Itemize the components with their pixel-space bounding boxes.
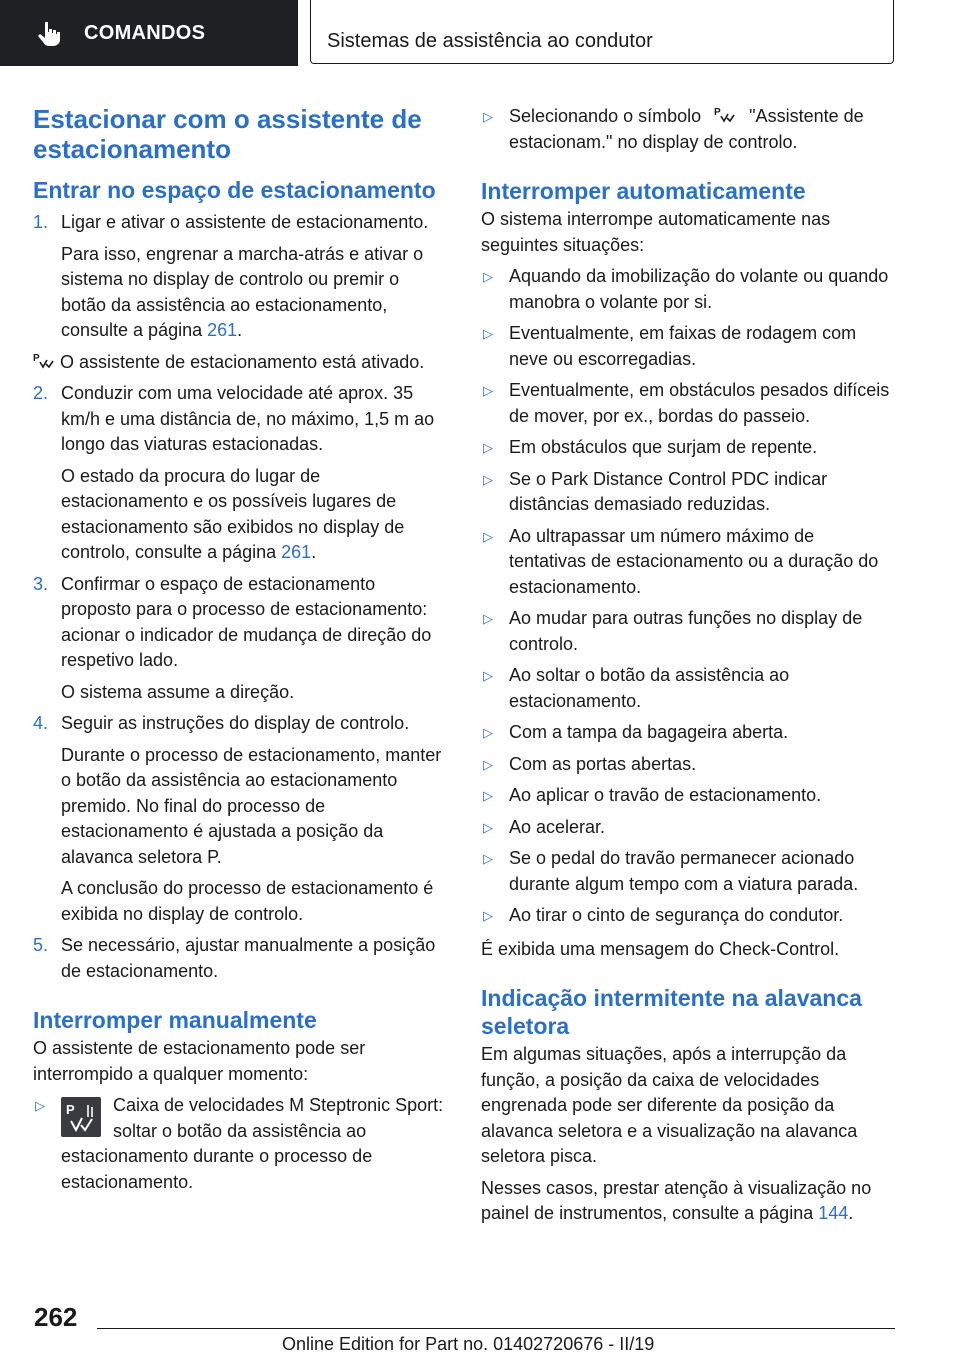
bullet-triangle-icon: ▷ — [483, 269, 493, 284]
list-item — [33, 572, 448, 706]
step-number: 2. — [33, 383, 49, 403]
item-text: Ao aplicar o travão de estacionamento. — [509, 785, 822, 805]
item-text: Com as portas abertas. — [509, 753, 697, 774]
list-item — [33, 711, 448, 927]
svg-text:P: P — [33, 352, 40, 364]
step-text: O sistema assume a direção. — [61, 681, 295, 702]
item-text: Selecionando o símbolo — [509, 106, 702, 126]
indicator-paragraph: Em algumas situações, após a interrupção da função, a posição da caixa de velocidades engrenada pode ser diferente da posição da alavanca seletora e a visualização na alavanca seletora pisca. — [481, 1044, 858, 1166]
item-text: Ao ultrapassar um número máximo de tentativas de estacionamento ou a duração do estacionamento. — [509, 525, 879, 597]
list-item — [481, 321, 895, 372]
item-text: Ao acelerar. — [509, 816, 606, 837]
page-link[interactable]: 144 — [818, 1203, 849, 1223]
list-item — [481, 524, 895, 601]
item-text: Eventualmente, em faixas de rodagem com neve ou escorregadias. — [509, 323, 857, 369]
auto-interrupt-list — [481, 264, 895, 929]
park-assist-icon — [33, 352, 55, 370]
item-text: Se o pedal do travão permanecer acionado durante algum tempo com a viatura parada. — [509, 848, 859, 894]
bullet-triangle-icon: ▷ — [35, 1098, 45, 1113]
page-link[interactable]: 261 — [281, 542, 312, 562]
steps-list — [33, 210, 448, 984]
step-text: Ligar e ativar o assistente de estacionamento. — [61, 212, 429, 232]
manual-intro: O assistente de estacionamento pode ser interrompido a qualquer momento: — [33, 1038, 366, 1084]
item-text: Ao tirar o cinto de segurança do condutor. — [509, 905, 844, 925]
auto-intro: O sistema interrompe automaticamente nas seguintes situações: — [481, 209, 831, 255]
page-link[interactable]: 261 — [207, 320, 238, 340]
item-text: Se o Park Distance Control PDC indicar distâncias demasiado reduzidas. — [509, 468, 828, 514]
bullet-triangle-icon: ▷ — [483, 383, 493, 398]
item-text: Em obstáculos que surjam de repente. — [509, 437, 818, 457]
subheading-blinking-indicator: Indicação intermitente na alavanca seletora — [481, 985, 862, 1039]
list-item — [481, 264, 895, 315]
footer-edition: Online Edition for Part no. 01402720676 - II/19 — [282, 1334, 655, 1354]
section-title: Sistemas de assistência ao condutor — [327, 30, 653, 52]
list-item — [481, 663, 895, 714]
list-item — [481, 752, 895, 778]
footer-divider — [97, 1328, 895, 1329]
list-item — [481, 104, 895, 155]
step-number: 3. — [33, 573, 49, 594]
list-item — [481, 435, 895, 461]
bullet-triangle-icon: ▷ — [483, 611, 493, 626]
item-text: Ao mudar para outras funções no display de controlo. — [509, 608, 863, 654]
subheading-interrupt-auto: Interromper automaticamente — [481, 178, 806, 204]
svg-text:P: P — [66, 1102, 75, 1117]
bullet-triangle-icon: ▷ — [483, 756, 493, 772]
item-text: Eventualmente, em obstáculos pesados difíceis de mover, por ex., bordas do passeio. — [509, 380, 890, 426]
page-header — [0, 0, 960, 66]
item-text: Ao soltar o botão da assistência ao estacionamento. — [509, 665, 790, 711]
list-item — [481, 378, 895, 429]
list-item — [481, 783, 895, 809]
step-text: Seguir as instruções do display de controlo. — [61, 713, 410, 733]
auto-outro: É exibida uma mensagem do Check-Control. — [481, 938, 840, 959]
subheading-interrupt-manual: Interromper manualmente — [33, 1007, 317, 1033]
step-text: Se necessário, ajustar manualmente a posição de estacionamento. — [61, 935, 436, 981]
list-item — [481, 606, 895, 657]
step-text: Confirmar o espaço de estacionamento proposto para o processo de estacionamento: acionar o indicador de mudança de direção do respetivo lado. — [61, 573, 432, 670]
subheading-enter-space: Entrar no espaço de estacionamento — [33, 177, 436, 203]
bullet-triangle-icon: ▷ — [483, 668, 493, 683]
step-number: 5. — [33, 935, 49, 955]
chapter-tab — [0, 0, 298, 66]
step-text: Durante o processo de estacionamento, manter o botão da assistência ao estacionamento premido. No final do processo de estacionamento é ajustada a posição da alavanca seletora P. — [61, 744, 442, 867]
bullet-triangle-icon: ▷ — [483, 528, 493, 544]
bullet-triangle-icon: ▷ — [483, 908, 493, 923]
step-text: A conclusão do processo de estacionamento é exibida no display de controlo. — [61, 878, 434, 924]
bullet-triangle-icon: ▷ — [483, 819, 493, 835]
manual-item-text: Caixa de velocidades M Steptronic Sport: soltar o botão da assistência ao estacionamento durante o processo de estacionamento. — [61, 1095, 444, 1192]
svg-text:P: P — [714, 107, 721, 118]
step-text: O estado da procura do lugar de estacionamento e os possíveis lugares de estacionamento são exibidos no display de controlo, consulte a página — [61, 465, 405, 562]
list-item — [33, 933, 448, 984]
list-item — [481, 903, 895, 929]
bullet-triangle-icon: ▷ — [483, 326, 493, 341]
park-assist-button-icon — [61, 1097, 101, 1137]
right-column: ▷ Selecionando o símbolo P "Assistente de estacionam." no display de controlo. Interromper automaticamente O sistema interrompe automaticamente nas seguintes situações: ▷ Aquando da imobilização do volante ou quando manobra o volante por si. ▷ Eventualmente, em faixas de rodagem com neve ou escorregadias. ▷ Eventualmente, em obstáculos pesados difíceis de mover, por ex., bordas do passeio. ▷ Em obstáculos que surjam de repente. ▷ Se o Park Distance Control PDC indicar distâncias demasiado reduzidas. ▷ Ao ultrapassar um número máximo de tentativas de estacionamento ou a duração do estacionamento. ▷ Ao mudar para outras funções no display de controlo. ▷ Ao soltar o botão da assistência ao estacionamento. ▷ Com a tampa da bagageira aberta. ▷ Com as portas abertas. ▷ Ao aplicar o travão de estacionamento. ▷ Ao acelerar. ▷ Se o pedal do travão permanecer acionado durante algum tempo com a viatura parada. ▷ Ao tirar o cinto de segurança do condutor. É exibida uma mensagem do Check-Control. Indicação intermitente na alavanca seletora Em algumas situações, após a interrupção da função, a posição da caixa de velocidades engrenada pode ser diferente da posição da alavanca seletora e a visualização na alavanca seletora pisca. Nesses casos, prestar atenção à visualização no painel de instrumentos, consulte a página 144. — [481, 104, 895, 1227]
main-heading: Estacionar com o assistente de estacionamento — [33, 104, 422, 164]
park-assist-icon — [714, 106, 736, 124]
left-column — [33, 104, 448, 1195]
step-number: 4. — [33, 713, 49, 733]
list-item — [481, 467, 895, 518]
hand-pointer-icon — [36, 20, 62, 46]
chapter-label: COMANDOS — [84, 21, 206, 44]
list-item — [481, 815, 895, 841]
list-item — [481, 720, 895, 746]
bullet-triangle-icon: ▷ — [483, 440, 493, 455]
bullet-triangle-icon: ▷ — [483, 471, 493, 487]
list-item — [33, 1093, 448, 1195]
bullet-triangle-icon: ▷ — [483, 109, 493, 124]
step-number: 1. — [33, 212, 49, 232]
indicator-paragraph: Nesses casos, prestar atenção à visualização no painel de instrumentos, consulte a página — [481, 1177, 872, 1223]
step-text: Conduzir com uma velocidade até aprox. 35 km/h e uma distância de, no máximo, 1,5 m ao longo das viaturas estacionadas. — [61, 383, 435, 454]
section-header-box — [310, 0, 894, 64]
item-text: Aquando da imobilização do volante ou quando manobra o volante por si. — [509, 266, 889, 312]
step-text: Para isso, engrenar a marcha-atrás e ativar o sistema no display de controlo ou premir o botão da assistência ao estacionamento, consulte a página — [61, 243, 424, 340]
list-item — [481, 846, 895, 897]
bullet-triangle-icon: ▷ — [483, 851, 493, 866]
status-text: O assistente de estacionamento está ativado. — [60, 351, 425, 372]
page-number: 262 — [34, 1302, 78, 1332]
bullet-triangle-icon: ▷ — [483, 725, 493, 740]
item-text: "Assistente de estacionam." no display de controlo. — [509, 106, 864, 152]
list-item: 1. Ligar e ativar o assistente de estacionamento. Para isso, engrenar a marcha-atrás e ativar o sistema no display de controlo ou premir o botão da assistência ao estacionamento, consulte a página 261. P O assistente de estacionamento está ativado. — [33, 210, 448, 375]
list-item: 2. Conduzir com uma velocidade até aprox. 35 km/h e uma distância de, no máximo, 1,5 m ao longo das viaturas estacionadas. O estado da procura do lugar de estacionamento e os possíveis lugares de estacionamento são exibidos no display de controlo, consulte a página 261. — [33, 381, 448, 566]
bullet-triangle-icon: ▷ — [483, 788, 493, 803]
item-text: Com a tampa da bagageira aberta. — [509, 722, 789, 742]
